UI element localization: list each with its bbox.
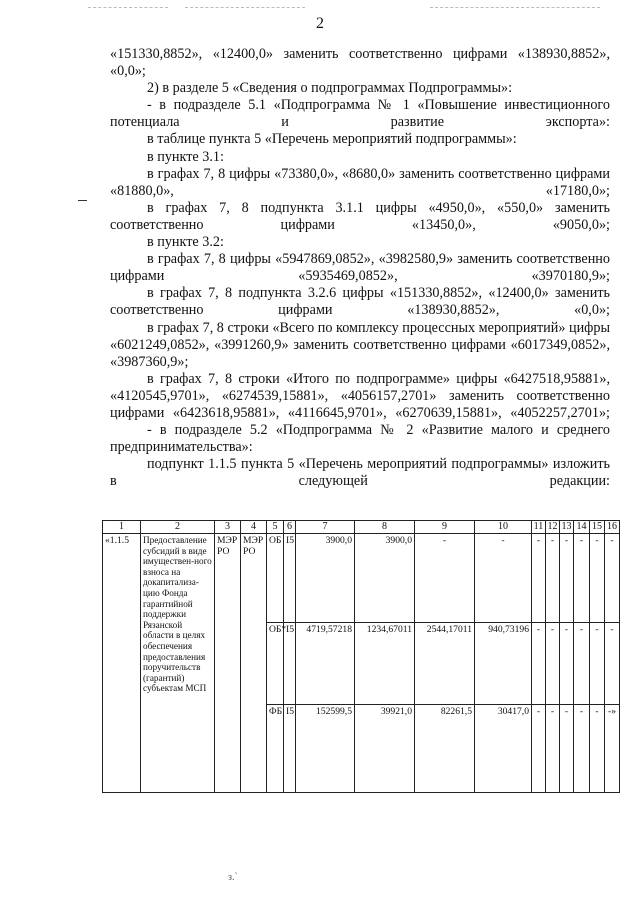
value-cell: 2544,17011 (415, 623, 475, 705)
paragraph: 2) в разделе 5 «Сведения о подпрограммах Подпрограммы»: (147, 80, 513, 97)
item-number: «1.1.5 (103, 534, 141, 793)
funding-source: ОБ* (267, 623, 284, 705)
paragraph: в графах 7, 8 цифры «73380,0», «8680,0» заменить соответственно цифрами «81880,0», «17180,0»; (110, 165, 610, 199)
activities-table (102, 520, 620, 793)
paragraph: в таблице пункта 5 «Перечень мероприятий подпрограммы»: (147, 131, 517, 148)
value-cell: - (605, 534, 620, 623)
value-cell: - (590, 705, 605, 793)
paragraph: «151330,8852», «12400,0» заменить соответственно цифрами «138930,8852», «0,0»; (110, 46, 610, 80)
column-header: 1 (103, 521, 141, 534)
value-cell: - (574, 623, 590, 705)
column-header: 11 (532, 521, 546, 534)
column-header: 6 (284, 521, 296, 534)
value-cell: 940,73196 (475, 623, 532, 705)
paragraph: в графах 7, 8 подпункта 3.1.1 цифры «4950,0», «550,0» заменить соответственно цифрами «13450,0», «9050,0»; (110, 199, 610, 233)
value-cell: - (546, 705, 560, 793)
table-header-row (103, 521, 620, 534)
value-cell: - (560, 705, 574, 793)
value-cell: - (532, 534, 546, 623)
paragraph: в графах 7, 8 строки «Всего по комплексу процессных мероприятий» цифры «6021249,0852», «3991260,9» заменить соответственно цифрами «6017349,0852», «3987360,9»; (110, 319, 610, 370)
value-cell: - (546, 623, 560, 705)
responsible-executor: МЭР РО (215, 534, 241, 793)
value-cell: - (605, 623, 620, 705)
paragraph: подпункт 1.1.5 пункта 5 «Перечень мероприятий подпрограммы» изложить в следующей редакции: (110, 456, 610, 490)
value-cell: 152599,5 (296, 705, 355, 793)
paragraph: в графах 7, 8 цифры «5947869,0852», «3982580,9» заменить соответственно цифрами «5935469,0852», «3970180,9»; (110, 251, 610, 285)
value-cell: - (590, 534, 605, 623)
column-header: 4 (241, 521, 267, 534)
paragraph: в графах 7, 8 строки «Итого по подпрограмме» цифры «6427518,95881», «4120545,9701», «6274539,15881», «4056157,2701» заменить соответственно цифрами «6423618,95881», «4116645,9701», «6270639,15881», «4052257,2701»; (110, 370, 610, 421)
value-cell: - (546, 534, 560, 623)
value-cell: 82261,5 (415, 705, 475, 793)
column-header: 10 (475, 521, 532, 534)
value-cell: - (574, 705, 590, 793)
value-cell: -» (605, 705, 620, 793)
co-executor: МЭР РО (241, 534, 267, 793)
funding-source: ФБ (267, 705, 284, 793)
column-header: 12 (547, 521, 558, 532)
value-cell: 30417,0 (475, 705, 532, 793)
value-cell: 3900,0 (355, 534, 415, 623)
paragraph: в пункте 3.1: (147, 148, 224, 165)
column-header: 14 (574, 521, 590, 534)
column-header: 16 (605, 521, 620, 534)
document-body (110, 46, 610, 490)
page-number: 2 (316, 15, 324, 32)
column-header: 13 (561, 521, 572, 532)
value-cell: - (560, 623, 574, 705)
code-cell: I5 (284, 623, 296, 705)
paragraph: в графах 7, 8 подпункта 3.2.6 цифры «151330,8852», «12400,0» заменить соответственно цифрами «138930,8852», «0,0»; (110, 285, 610, 319)
column-header: 8 (355, 521, 415, 534)
column-header: 9 (415, 521, 475, 534)
value-cell: - (532, 705, 546, 793)
value-cell: - (560, 534, 574, 623)
value-cell: - (574, 534, 590, 623)
value-cell: 3900,0 (296, 534, 355, 623)
column-header: 15 (590, 521, 605, 534)
table-row (103, 534, 620, 623)
value-cell: - (475, 534, 532, 623)
code-cell: I5 (284, 534, 296, 623)
margin-mark (78, 200, 87, 201)
item-description: Предоставление субсидий в виде имуществен-ного взноса на докапитализа-цию Фонда гарантийной поддержки Рязанской области в целях обеспечения предоставления поручительств (гарантий) субъектам МСП (141, 534, 215, 793)
scan-marks: з.` (228, 872, 238, 883)
column-header: 2 (141, 521, 215, 534)
column-header: 7 (296, 521, 355, 534)
code-cell: I5 (284, 705, 296, 793)
value-cell: - (590, 623, 605, 705)
value-cell: 1234,67011 (355, 623, 415, 705)
value-cell: 39921,0 (355, 705, 415, 793)
funding-source: ОБ (267, 534, 284, 623)
paragraph: - в подразделе 5.2 «Подпрограмма № 2 «Развитие малого и среднего предпринимательства»: (110, 422, 610, 456)
column-header: 3 (215, 521, 241, 534)
value-cell: - (415, 534, 475, 623)
value-cell: 4719,57218 (296, 623, 355, 705)
column-header: 5 (267, 521, 284, 534)
paragraph: в пункте 3.2: (147, 234, 224, 251)
value-cell: - (532, 623, 546, 705)
paragraph: - в подразделе 5.1 «Подпрограмма № 1 «Повышение инвестиционного потенциала и развитие экспорта»: (110, 97, 610, 131)
